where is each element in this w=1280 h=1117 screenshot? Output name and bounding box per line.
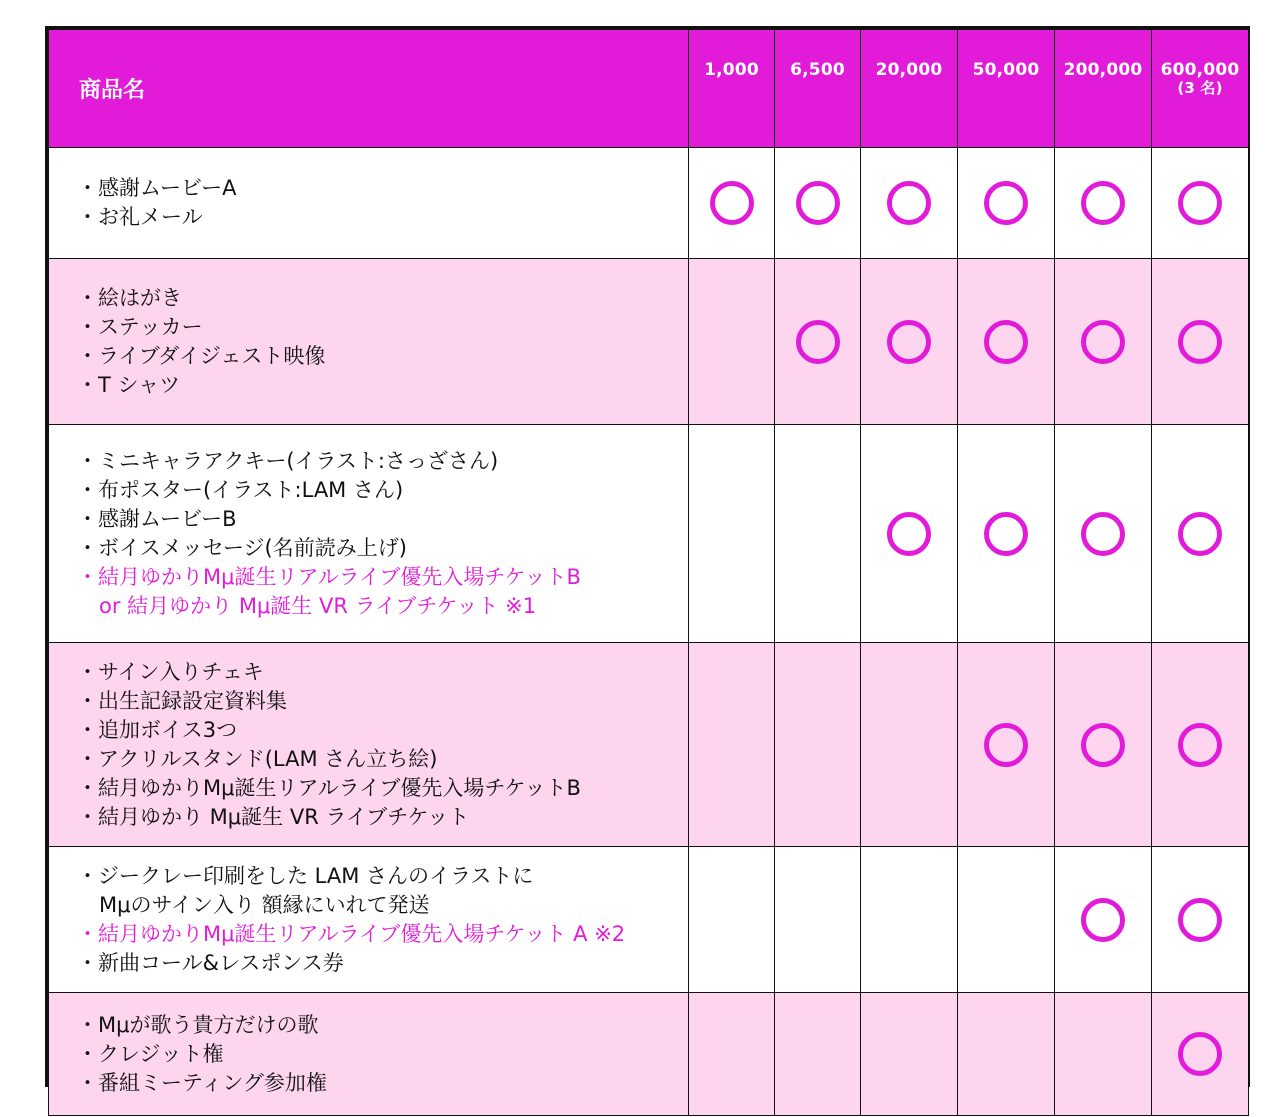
circle-icon xyxy=(1178,723,1222,767)
circle-icon xyxy=(710,181,754,225)
tier-cell xyxy=(689,148,775,259)
tier-cell xyxy=(1152,259,1249,425)
tier-cell xyxy=(861,259,958,425)
circle-icon xyxy=(984,512,1028,556)
column-header-tier-20000 xyxy=(861,30,958,148)
tier-note: (3 名) xyxy=(1177,79,1223,97)
tier-cell xyxy=(861,425,958,643)
reward-item: ・感謝ムービーA xyxy=(77,176,237,200)
reward-item: ・クレジット権 xyxy=(77,1041,224,1066)
circle-icon xyxy=(1178,1032,1222,1076)
tier-cell xyxy=(958,259,1055,425)
tier-cell xyxy=(861,148,958,259)
column-header-product-name: 商品名 xyxy=(49,30,689,148)
table-header-row xyxy=(49,30,1249,148)
circle-icon xyxy=(887,320,931,364)
tier-cell xyxy=(689,425,775,643)
circle-icon xyxy=(887,181,931,225)
tier-amount: 1,000 xyxy=(704,60,759,80)
tier-cell xyxy=(958,425,1055,643)
circle-icon xyxy=(1081,320,1125,364)
tier-cell xyxy=(861,993,958,1116)
table-row xyxy=(49,148,1249,259)
tier-cell xyxy=(1055,259,1152,425)
reward-table-frame xyxy=(45,26,1250,1095)
tier-cell xyxy=(958,643,1055,847)
circle-icon xyxy=(1178,898,1222,942)
reward-item: ・ミニキャラアクキー(イラスト:さっざさん) xyxy=(77,448,499,473)
reward-item: ・新曲コール&レスポンス券 xyxy=(77,950,344,975)
table-row xyxy=(49,259,1249,425)
circle-icon xyxy=(1081,898,1125,942)
column-header-tier-1000 xyxy=(689,30,775,148)
column-header-tier-600000 xyxy=(1152,30,1249,148)
reward-item-highlight: ・結月ゆかりMμ誕生リアルライブ優先入場チケットB xyxy=(77,564,581,589)
circle-icon xyxy=(1178,320,1222,364)
reward-item: ・追加ボイス3つ xyxy=(77,717,238,742)
tier-cell xyxy=(1055,847,1152,993)
circle-icon xyxy=(984,723,1028,767)
tier-cell xyxy=(1055,148,1152,259)
reward-items-cell xyxy=(49,425,689,643)
circle-icon xyxy=(1081,181,1125,225)
table-row xyxy=(49,425,1249,643)
column-header-tier-200000 xyxy=(1055,30,1152,148)
circle-icon xyxy=(1081,723,1125,767)
reward-item: ・ボイスメッセージ(名前読み上げ) xyxy=(77,535,407,560)
tier-cell xyxy=(958,847,1055,993)
tier-cell xyxy=(775,425,861,643)
reward-item: ・番組ミーティング参加権 xyxy=(77,1070,327,1095)
reward-items-cell xyxy=(49,993,689,1116)
table-row xyxy=(49,993,1249,1116)
reward-item-highlight: or 結月ゆかり Mμ誕生 VR ライブチケット ※1 xyxy=(99,593,537,618)
tier-amount: 600,000 xyxy=(1160,60,1240,80)
tier-cell xyxy=(1055,643,1152,847)
reward-item: ・T シャツ xyxy=(77,372,181,397)
tier-cell xyxy=(861,643,958,847)
tier-cell xyxy=(775,643,861,847)
tier-cell xyxy=(1152,425,1249,643)
reward-items-cell xyxy=(49,643,689,847)
reward-item: ・Mμが歌う貴方だけの歌 xyxy=(77,1012,319,1037)
tier-cell xyxy=(1055,425,1152,643)
table-row xyxy=(49,847,1249,993)
tier-cell xyxy=(689,993,775,1116)
tier-amount: 50,000 xyxy=(972,60,1040,80)
tier-amount: 6,500 xyxy=(790,60,845,80)
tier-cell xyxy=(1152,148,1249,259)
tier-cell xyxy=(1152,643,1249,847)
reward-item: ・布ポスター(イラスト:LAM さん) xyxy=(77,477,404,502)
tier-cell xyxy=(958,993,1055,1116)
tier-cell xyxy=(1152,847,1249,993)
reward-item: ・アクリルスタンド(LAM さん立ち絵) xyxy=(77,746,438,771)
reward-item: ・ステッカー xyxy=(77,314,203,339)
column-header-tier-50000 xyxy=(958,30,1055,148)
tier-cell xyxy=(775,148,861,259)
tier-cell xyxy=(689,847,775,993)
reward-item: ・サイン入りチェキ xyxy=(77,659,264,684)
circle-icon xyxy=(1178,181,1222,225)
circle-icon xyxy=(796,320,840,364)
column-header-tier-6500 xyxy=(775,30,861,148)
tier-cell xyxy=(775,847,861,993)
reward-items-cell xyxy=(49,847,689,993)
tier-cell xyxy=(1152,993,1249,1116)
reward-item: ・絵はがき xyxy=(77,285,182,310)
circle-icon xyxy=(984,320,1028,364)
circle-icon xyxy=(887,512,931,556)
tier-cell xyxy=(775,259,861,425)
circle-icon xyxy=(796,181,840,225)
reward-item: ・結月ゆかりMμ誕生リアルライブ優先入場チケットB xyxy=(77,775,581,800)
tier-cell xyxy=(689,643,775,847)
reward-item-highlight: ・結月ゆかりMμ誕生リアルライブ優先入場チケット A ※2 xyxy=(77,921,626,946)
reward-item: Mμのサイン入り 額縁にいれて発送 xyxy=(99,892,430,917)
circle-icon xyxy=(984,181,1028,225)
table-row xyxy=(49,643,1249,847)
reward-table xyxy=(48,29,1249,1116)
circle-icon xyxy=(1178,512,1222,556)
reward-item: ・結月ゆかり Mμ誕生 VR ライブチケット xyxy=(77,804,470,829)
tier-cell xyxy=(861,847,958,993)
tier-amount: 20,000 xyxy=(875,60,943,80)
reward-item: ・出生記録設定資料集 xyxy=(77,688,287,713)
reward-item: ・感謝ムービーB xyxy=(77,506,237,531)
reward-item: ・ライブダイジェスト映像 xyxy=(77,343,326,368)
reward-item: ・お礼メール xyxy=(77,205,203,229)
reward-item: ・ジークレー印刷をした LAM さんのイラストに xyxy=(77,863,534,888)
tier-cell xyxy=(958,148,1055,259)
tier-cell xyxy=(775,993,861,1116)
tier-cell xyxy=(689,259,775,425)
circle-icon xyxy=(1081,512,1125,556)
tier-cell xyxy=(1055,993,1152,1116)
tier-amount: 200,000 xyxy=(1063,60,1143,80)
reward-items-cell xyxy=(49,148,689,259)
reward-items-cell xyxy=(49,259,689,425)
